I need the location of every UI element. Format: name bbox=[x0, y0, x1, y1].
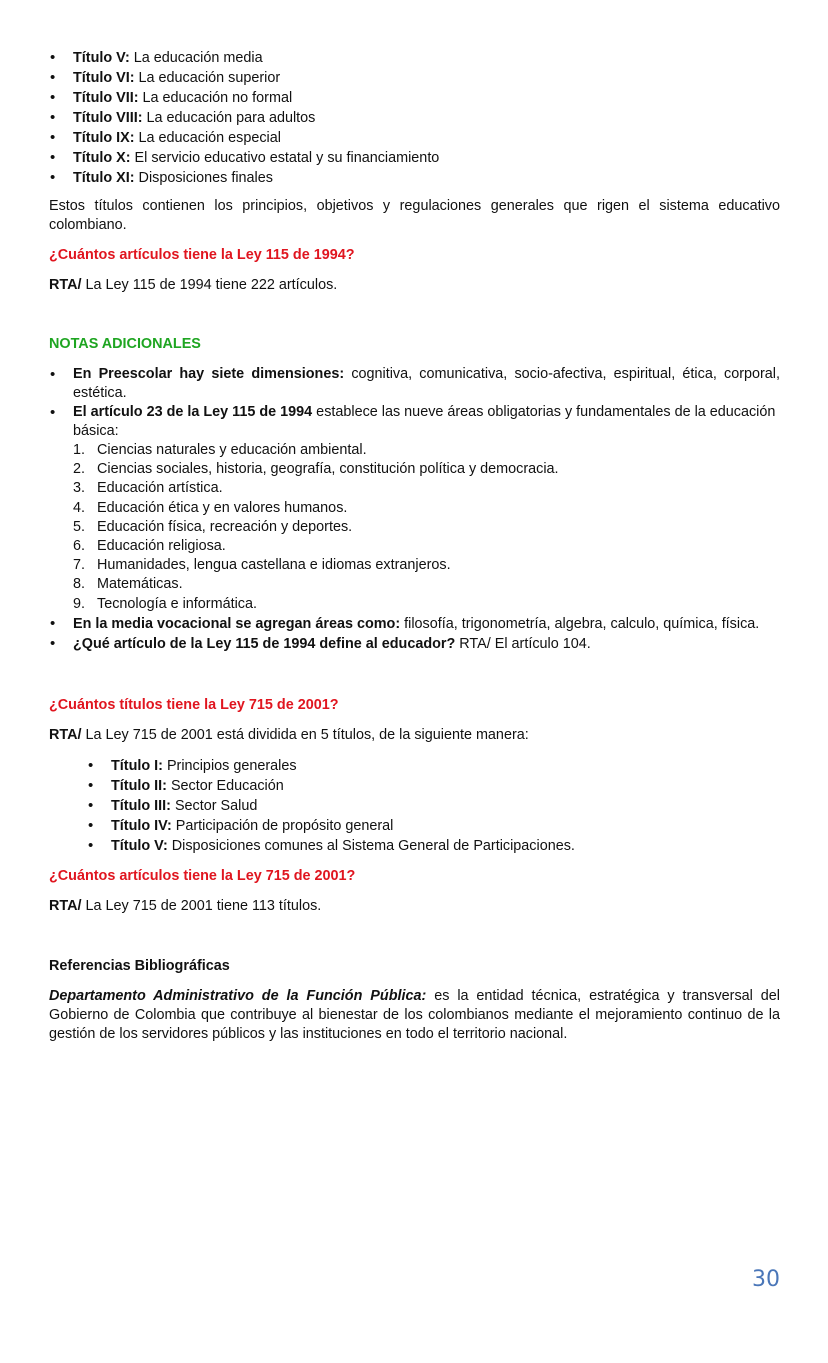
list-item: • Título XI: Disposiciones finales bbox=[49, 168, 780, 188]
ley115-titles-list bbox=[49, 48, 780, 188]
list-item: 7. Humanidades, lengua castellana e idiomas extranjeros. bbox=[73, 557, 451, 574]
note-articulo-23: • El artículo 23 de la Ley 115 de 1994 establece las nueve áreas obligatorias y fundamentales de la educación básica: bbox=[49, 403, 780, 441]
reference-entry: Departamento Administrativo de la Función Pública: es la entidad técnica, estratégica y transversal del Gobierno de Colombia que contribuye al bienestar de los colombianos mediante el mejoramiento continuo de la gestión de los servidores públicos y las instituciones en todo el territorio nacional. bbox=[49, 987, 780, 1042]
notes-heading: NOTAS ADICIONALES bbox=[49, 336, 201, 352]
list-item: 8. Matemáticas. bbox=[73, 576, 183, 593]
list-item: • Título VI: La educación superior bbox=[49, 68, 780, 88]
answer-titles-ley715: RTA/ La Ley 715 de 2001 está dividida en 5 títulos, de la siguiente manera: bbox=[49, 726, 529, 743]
list-item: • Título V: La educación media bbox=[49, 48, 780, 68]
page-number: 30 bbox=[752, 1267, 780, 1292]
ley715-titles-list bbox=[87, 756, 780, 856]
question-titles-ley715: ¿Cuántos títulos tiene la Ley 715 de 2001? bbox=[49, 696, 339, 713]
list-item: • Título I: Principios generales bbox=[87, 756, 780, 776]
summary-paragraph: Estos títulos contienen los principios, objetivos y regulaciones generales que rigen el sistema educativo colombiano. bbox=[49, 198, 780, 233]
list-item: 4. Educación ética y en valores humanos. bbox=[73, 499, 348, 516]
list-item: • Título V: Disposiciones comunes al Sistema General de Participaciones. bbox=[87, 836, 780, 856]
list-item: 2. Ciencias sociales, historia, geografía, constitución política y democracia. bbox=[73, 461, 559, 478]
list-item: • Título IV: Participación de propósito general bbox=[87, 816, 780, 836]
note-educador: • ¿Qué artículo de la Ley 115 de 1994 define al educador? RTA/ El artículo 104. bbox=[49, 634, 780, 654]
list-item: • Título VII: La educación no formal bbox=[49, 88, 780, 108]
list-item: • Título X: El servicio educativo estatal y su financiamiento bbox=[49, 148, 780, 168]
note-media-vocacional: • En la media vocacional se agregan áreas como: filosofía, trigonometría, algebra, calculo, química, física. bbox=[49, 614, 780, 634]
question-articles-ley115: ¿Cuántos artículos tiene la Ley 115 de 1994? bbox=[49, 247, 355, 263]
references-heading: Referencias Bibliográficas bbox=[49, 957, 230, 974]
question-articles-ley715: ¿Cuántos artículos tiene la Ley 715 de 2001? bbox=[49, 867, 356, 884]
notes-list bbox=[49, 365, 780, 441]
answer-articles-ley115: RTA/ La Ley 115 de 1994 tiene 222 artículos. bbox=[49, 277, 338, 293]
list-item: 3. Educación artística. bbox=[73, 480, 223, 497]
list-item: • Título IX: La educación especial bbox=[49, 128, 780, 148]
note-preescolar: • En Preescolar hay siete dimensiones: cognitiva, comunicativa, socio-afectiva, espiritual, ética, corporal, estética. bbox=[49, 365, 780, 403]
list-item: • Título VIII: La educación para adultos bbox=[49, 108, 780, 128]
list-item: 5. Educación física, recreación y deportes. bbox=[73, 518, 353, 535]
list-item: • Título III: Sector Salud bbox=[87, 796, 780, 816]
notes-list-continued bbox=[49, 614, 780, 654]
list-item: 1. Ciencias naturales y educación ambiental. bbox=[73, 442, 367, 458]
areas-list bbox=[49, 441, 780, 614]
answer-articles-ley715: RTA/ La Ley 715 de 2001 tiene 113 títulos. bbox=[49, 897, 322, 914]
document-page bbox=[49, 48, 780, 1044]
list-item: 9. Tecnología e informática. bbox=[73, 595, 257, 612]
list-item: • Título II: Sector Educación bbox=[87, 776, 780, 796]
list-item: 6. Educación religiosa. bbox=[73, 538, 226, 555]
